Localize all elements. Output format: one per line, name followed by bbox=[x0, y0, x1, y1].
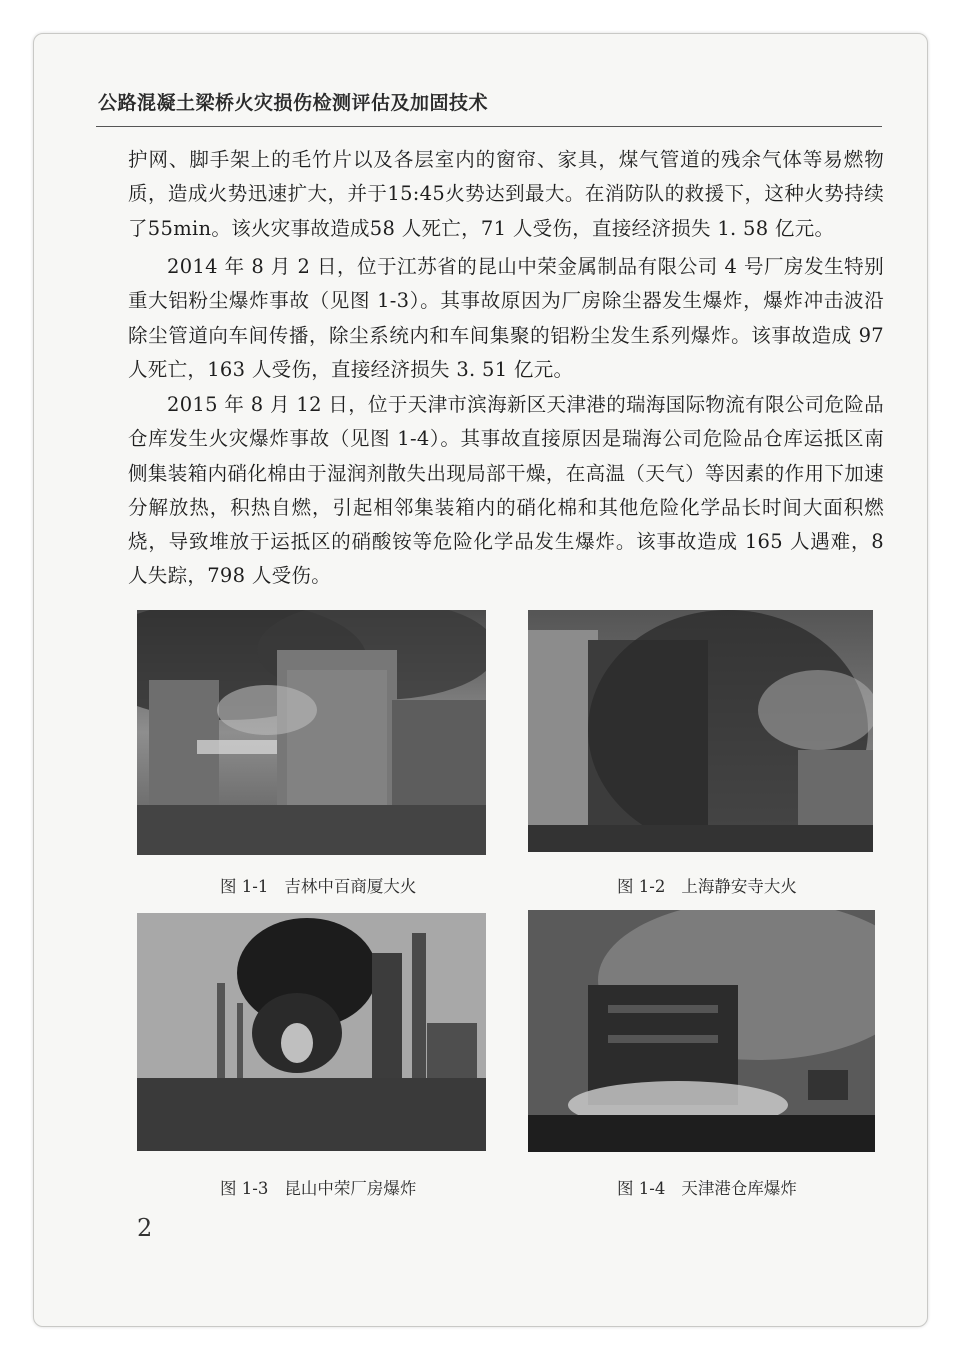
paragraph-tianjin: 2015 年 8 月 12 日，位于天津市滨海新区天津港的瑞海国际物流有限公司危险品仓库发生火灾爆炸事故（见图 1-4）。其事故直接原因是瑞海公司危险品仓库运抵区南侧集装箱内硝化棉由于湿润剂散失出现局部干燥，在高温（天气）等因素的作用下加速分解放热，积热自燃，引起相邻集装箱内的硝化棉和其他危险化学品长时间大面积燃烧，导致堆放于运抵区的硝酸铵等危险化学品发生爆炸。该事故造成 165 人遇难，8 人失踪，798 人受伤。 bbox=[128, 393, 884, 588]
figure-1-3-number: 图 1-3 bbox=[220, 1179, 269, 1198]
figure-1-3-title: 昆山中荣厂房爆炸 bbox=[284, 1179, 417, 1198]
figure-1-2-caption bbox=[617, 873, 797, 897]
figure-1-4-photo bbox=[528, 910, 875, 1152]
figure-1-2-title: 上海静安寺大火 bbox=[681, 877, 797, 896]
figure-1-1-caption bbox=[220, 873, 416, 897]
paragraph-continuation: 护网、脚手架上的毛竹片以及各层室内的窗帘、家具，煤气管道的残余气体等易燃物质，造成火势迅速扩大，并于15:45火势达到最大。在消防队的救援下，这种火势持续了55min。该火灾事故造成58 人死亡，71 人受伤，直接经济损失 1. 58 亿元。 bbox=[128, 148, 884, 240]
figure-1-1-title: 吉林中百商厦大火 bbox=[284, 877, 417, 896]
figure-1-4-number: 图 1-4 bbox=[617, 1179, 666, 1198]
figure-1-2-photo bbox=[528, 610, 873, 852]
figure-1-4-title: 天津港仓库爆炸 bbox=[681, 1179, 797, 1198]
figure-1-1-number: 图 1-1 bbox=[220, 877, 269, 896]
figure-1-3-photo bbox=[137, 913, 486, 1151]
figure-1-4-caption bbox=[617, 1175, 797, 1199]
figure-1-2-number: 图 1-2 bbox=[617, 877, 666, 896]
running-head: 公路混凝土梁桥火灾损伤检测评估及加固技术 bbox=[98, 92, 489, 114]
header-rule bbox=[96, 126, 882, 127]
paragraph-kunshan: 2014 年 8 月 2 日，位于江苏省的昆山中荣金属制品有限公司 4 号厂房发生特别重大铝粉尘爆炸事故（见图 1-3）。其事故原因为厂房除尘器发生爆炸，爆炸冲击波沿除尘管道向车间传播，除尘系统内和车间集聚的铝粉尘发生系列爆炸。该事故造成 97 人死亡，163 人受伤，直接经济损失 3. 51 亿元。 bbox=[128, 255, 884, 381]
figure-1-1-photo bbox=[137, 610, 486, 855]
figure-1-3-caption bbox=[220, 1175, 416, 1199]
page-number: 2 bbox=[137, 1214, 153, 1242]
